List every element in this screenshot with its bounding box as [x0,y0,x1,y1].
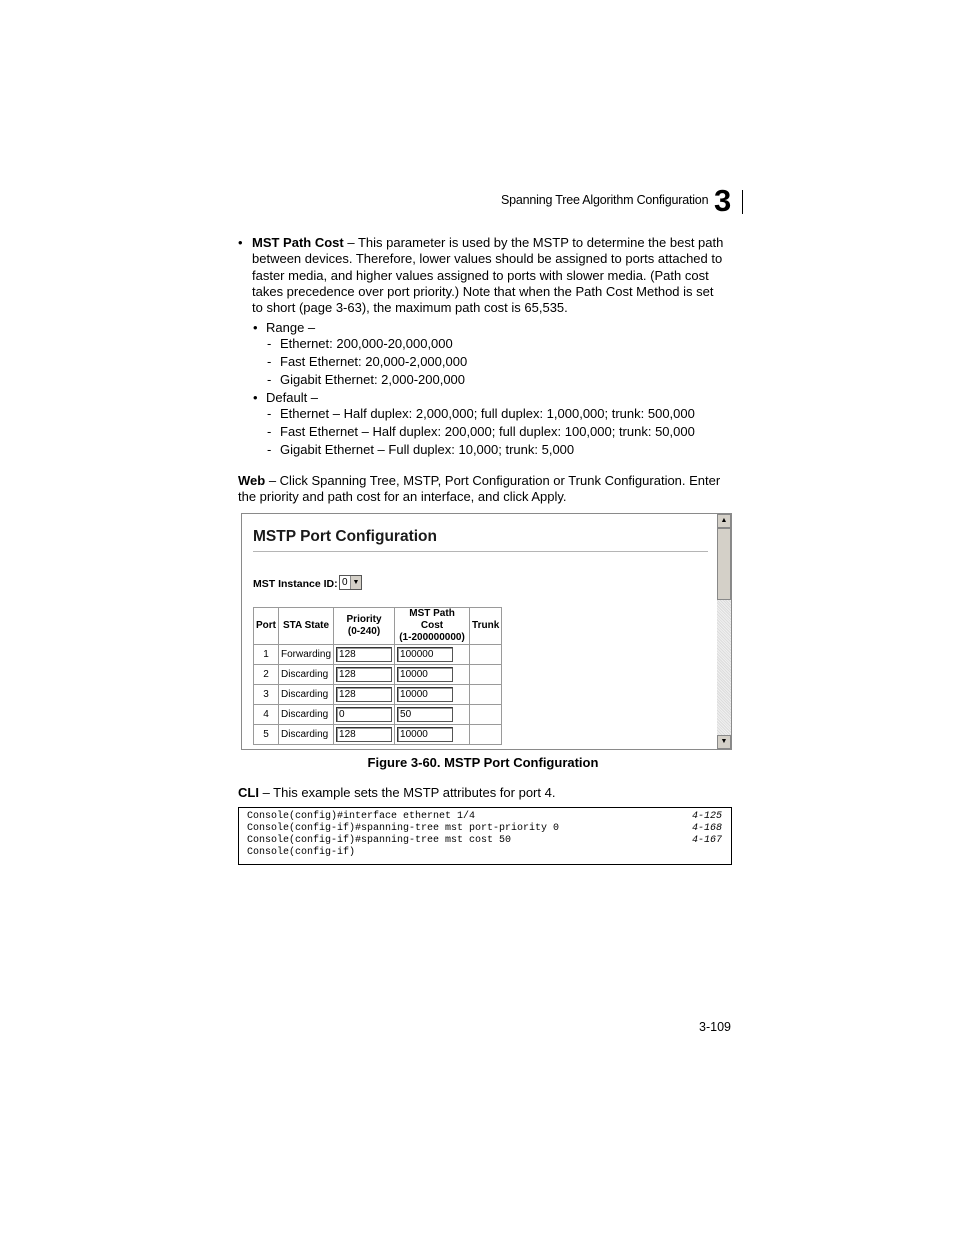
path-cost-header: MST Path Cost [409,608,455,631]
port-cell: 3 [254,685,279,705]
col-sta-state: STA State [279,608,334,645]
dash-marker: - [267,354,272,369]
cli-text: – This example sets the MSTP attributes for port 4. [258,785,556,800]
code-page-ref: 4-125 [691,811,722,822]
default-label: Default – [266,390,319,405]
figure-caption-text: Figure 3-60. MSTP Port Configuration [367,755,599,770]
cost-cell [395,725,470,745]
desc-line: – This parameter is used by the MSTP to determine the best path [343,235,724,250]
code-page-ref: 4-168 [691,823,722,834]
path-cost-input[interactable]: 10000 [397,727,453,742]
trunk-cell [470,725,502,745]
default-item: Ethernet – Half duplex: 2,000,000; full duplex: 1,000,000; trunk: 500,000 [280,406,695,421]
term-web: Web [238,473,266,488]
trunk-cell [470,645,502,665]
port-table [253,607,502,745]
bullet-marker: • [238,235,243,250]
path-cost-input[interactable]: 10000 [397,667,453,682]
title-divider [253,551,708,552]
range-item: Gigabit Ethernet: 2,000-200,000 [280,372,466,387]
figure-caption [0,755,954,770]
range-item: Fast Ethernet: 20,000-2,000,000 [280,354,468,369]
col-trunk: Trunk [470,608,502,645]
mstp-port-config-screenshot [241,513,732,750]
path-cost-input[interactable]: 100000 [397,647,453,662]
state-cell: Discarding [279,725,334,745]
scrollbar-thumb[interactable] [717,528,731,600]
dash-marker: - [267,406,272,421]
web-line: – Click Spanning Tree, MSTP, Port Configuration or Trunk Configuration. Enter [265,473,721,488]
cli-code-box [238,807,732,865]
running-head: Spanning Tree Algorithm Configuration [501,193,709,207]
col-priority [334,608,395,645]
desc-line: to short (page 3-63), the maximum path cost is 65,535. [252,300,568,316]
sub-bullet-marker: • [253,390,258,405]
cost-cell [395,645,470,665]
code-line: Console(config-if)#spanning-tree mst port-priority 0 [247,823,560,834]
cost-cell [395,665,470,685]
table-row [254,725,502,745]
priority-cell [334,725,395,745]
screenshot-title: MSTP Port Configuration [253,528,437,545]
priority-cell [334,665,395,685]
scroll-up-arrow-icon[interactable]: ▲ [717,514,731,528]
table-header-row [254,608,502,645]
range-label: Range – [266,320,316,335]
table-row [254,645,502,665]
table-row [254,665,502,685]
priority-cell [334,685,395,705]
trunk-cell [470,705,502,725]
sub-bullet-marker: • [253,320,258,335]
priority-input[interactable]: 128 [336,647,392,662]
chapter-number: 3 [714,183,732,218]
table-row [254,705,502,725]
term-mst-path-cost: MST Path Cost [252,235,344,250]
desc-line: takes precedence over port priority.) Note that when the Path Cost Method is set [252,283,714,299]
default-item: Fast Ethernet – Half duplex: 200,000; full duplex: 100,000; trunk: 50,000 [280,424,695,439]
priority-input[interactable]: 128 [336,727,392,742]
trunk-cell [470,665,502,685]
mst-instance-select[interactable] [339,575,362,590]
state-cell: Discarding [279,665,334,685]
cost-cell [395,705,470,725]
dash-marker: - [267,372,272,387]
port-cell: 1 [254,645,279,665]
port-cell: 4 [254,705,279,725]
vertical-scrollbar[interactable] [717,514,731,749]
priority-input[interactable]: 128 [336,687,392,702]
dash-marker: - [267,442,272,457]
priority-input[interactable]: 128 [336,667,392,682]
state-cell: Forwarding [279,645,334,665]
page-number: 3-109 [699,1020,731,1034]
code-line: Console(config-if) [247,847,356,858]
dash-marker: - [267,424,272,439]
code-page-ref: 4-167 [691,835,722,846]
priority-cell [334,645,395,665]
trunk-cell [470,685,502,705]
priority-input[interactable]: 0 [336,707,392,722]
web-line: the priority and path cost for an interface, and click Apply. [238,489,567,505]
table-row [254,685,502,705]
desc-line: faster media, and higher values assigned to ports with slower media. (Path cost [252,267,709,283]
path-cost-input[interactable]: 50 [397,707,453,722]
cli-instructions [238,785,555,801]
path-cost-input[interactable]: 10000 [397,687,453,702]
range-item: Ethernet: 200,000-20,000,000 [280,336,453,351]
priority-cell [334,705,395,725]
state-cell: Discarding [279,705,334,725]
web-instructions [238,473,732,506]
state-cell: Discarding [279,685,334,705]
port-cell: 5 [254,725,279,745]
mst-instance-label: MST Instance ID: [253,578,338,590]
mst-instance-value: 0 [342,577,348,588]
chapter-rule [742,190,743,214]
code-line: Console(config-if)#spanning-tree mst cost 50 [247,835,512,846]
cost-cell [395,685,470,705]
mst-path-cost-description [252,235,732,316]
desc-line: between devices. Therefore, lower values should be assigned to ports attached to [252,251,723,267]
port-cell: 2 [254,665,279,685]
dash-marker: - [267,336,272,351]
path-cost-range: (1-200000000) [399,632,465,643]
code-line: Console(config)#interface ethernet 1/4 [247,811,476,822]
chevron-down-icon[interactable]: ▼ [350,576,361,589]
default-item: Gigabit Ethernet – Full duplex: 10,000; trunk: 5,000 [280,442,575,457]
col-path-cost [395,608,470,645]
col-port: Port [254,608,279,645]
scroll-down-arrow-icon[interactable]: ▼ [717,735,731,749]
priority-range: (0-240) [347,626,381,637]
priority-header: Priority [346,614,382,625]
term-cli: CLI [238,785,259,800]
